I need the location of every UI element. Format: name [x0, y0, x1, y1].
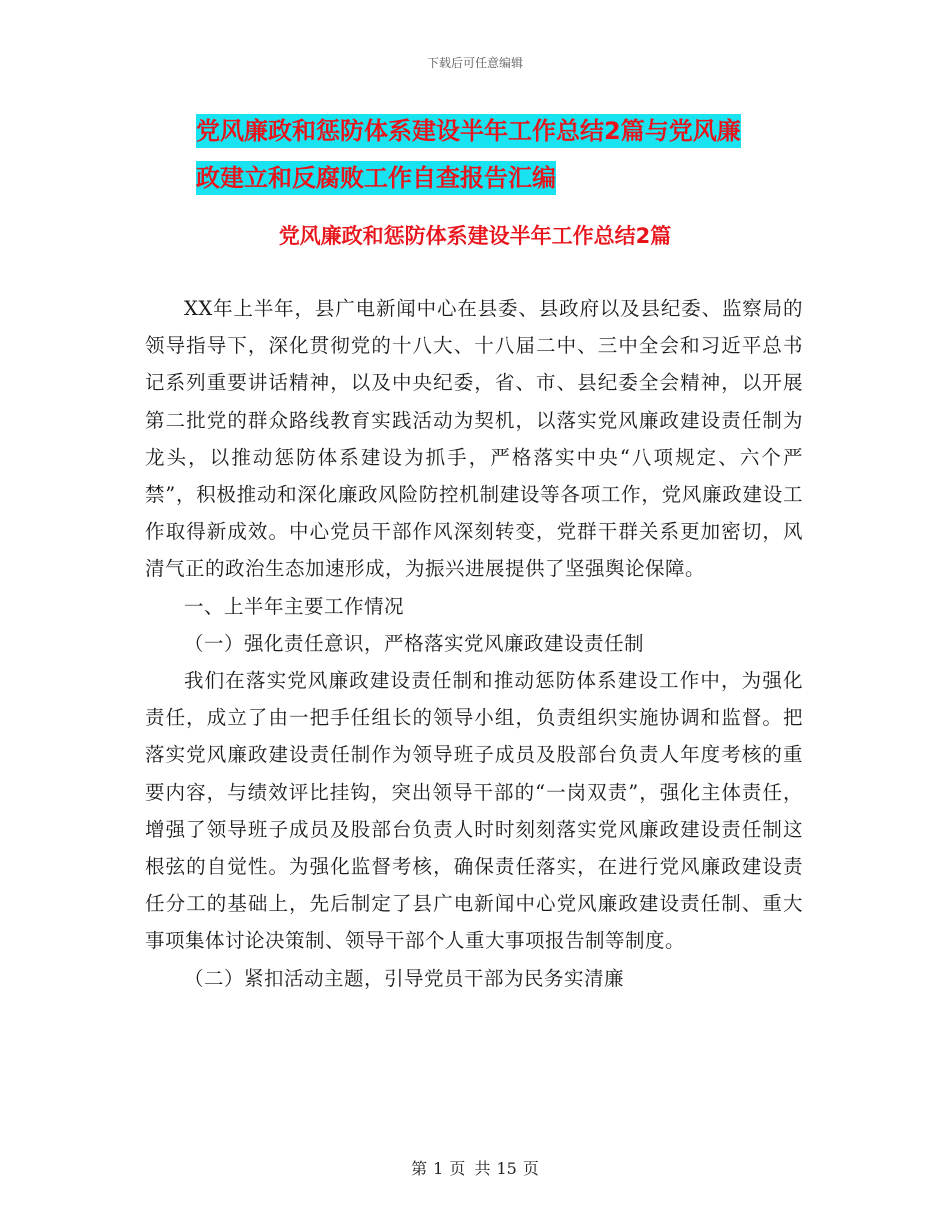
section-title: 党风廉政和惩防体系建设半年工作总结2篇: [278, 224, 672, 248]
footer-total-pages: 15: [496, 1159, 517, 1178]
footer-page-number: 1: [433, 1159, 444, 1178]
page-footer: [0, 1156, 950, 1179]
paragraph-responsibility: 我们在落实党风廉政建设责任制和推动惩防体系建设工作中，为强化责任，成立了由一把手任组长的领导小组，负责组织实施协调和监督。把落实党风廉政建设责任制作为领导班子成员及股部台负责人年度考核的重要内容，与绩效评比挂钩，突出领导干部的“一岗双责”，强化主体责任，增强了领导班子成员及股部台负责人时时刻刻落实党风廉政建设责任制这根弦的自觉性。为强化监督考核，确保责任落实，在进行党风廉政建设责任分工的基础上，先后制定了县广电新闻中心党风廉政建设责任制、重大事项集体讨论决策制、领导干部个人重大事项报告制等制度。: [145, 669, 803, 953]
header-note: 下载后可任意编辑: [426, 56, 523, 70]
footer-prefix: 第: [411, 1159, 428, 1178]
document-title-line-1: 党风廉政和惩防体系建设半年工作总结2篇与党风廉: [196, 114, 741, 148]
footer-middle: 页 共: [449, 1159, 491, 1178]
heading-level-2-second: （二）紧扣活动主题，引导党员干部为民务实清廉: [184, 966, 625, 990]
heading-level-1: 一、上半年主要工作情况: [184, 594, 405, 618]
body-text: [145, 290, 803, 997]
document-title-line-2: 政建立和反腐败工作自查报告汇编: [196, 161, 556, 195]
paragraph-intro: XX年上半年，县广电新闻中心在县委、县政府以及县纪委、监察局的领导指导下，深化贯彻党的十八大、十八届二中、三中全会和习近平总书记系列重要讲话精神，以及中央纪委，省、市、县纪委全会精神，以开展第二批党的群众路线教育实践活动为契机，以落实党风廉政建设责任制为龙头，以推动惩防体系建设为抓手，严格落实中央“八项规定、六个严禁”，积极推动和深化廉政风险防控机制建设等各项工作，党风廉政建设工作取得新成效。中心党员干部作风深刻转变，党群干群关系更加密切，风清气正的政治生态加速形成，为振兴进展提供了坚强舆论保障。: [145, 297, 803, 581]
footer-suffix: 页: [522, 1159, 539, 1178]
heading-level-2-first: （一）强化责任意识，严格落实党风廉政建设责任制: [184, 631, 645, 655]
document-title: [196, 108, 816, 202]
